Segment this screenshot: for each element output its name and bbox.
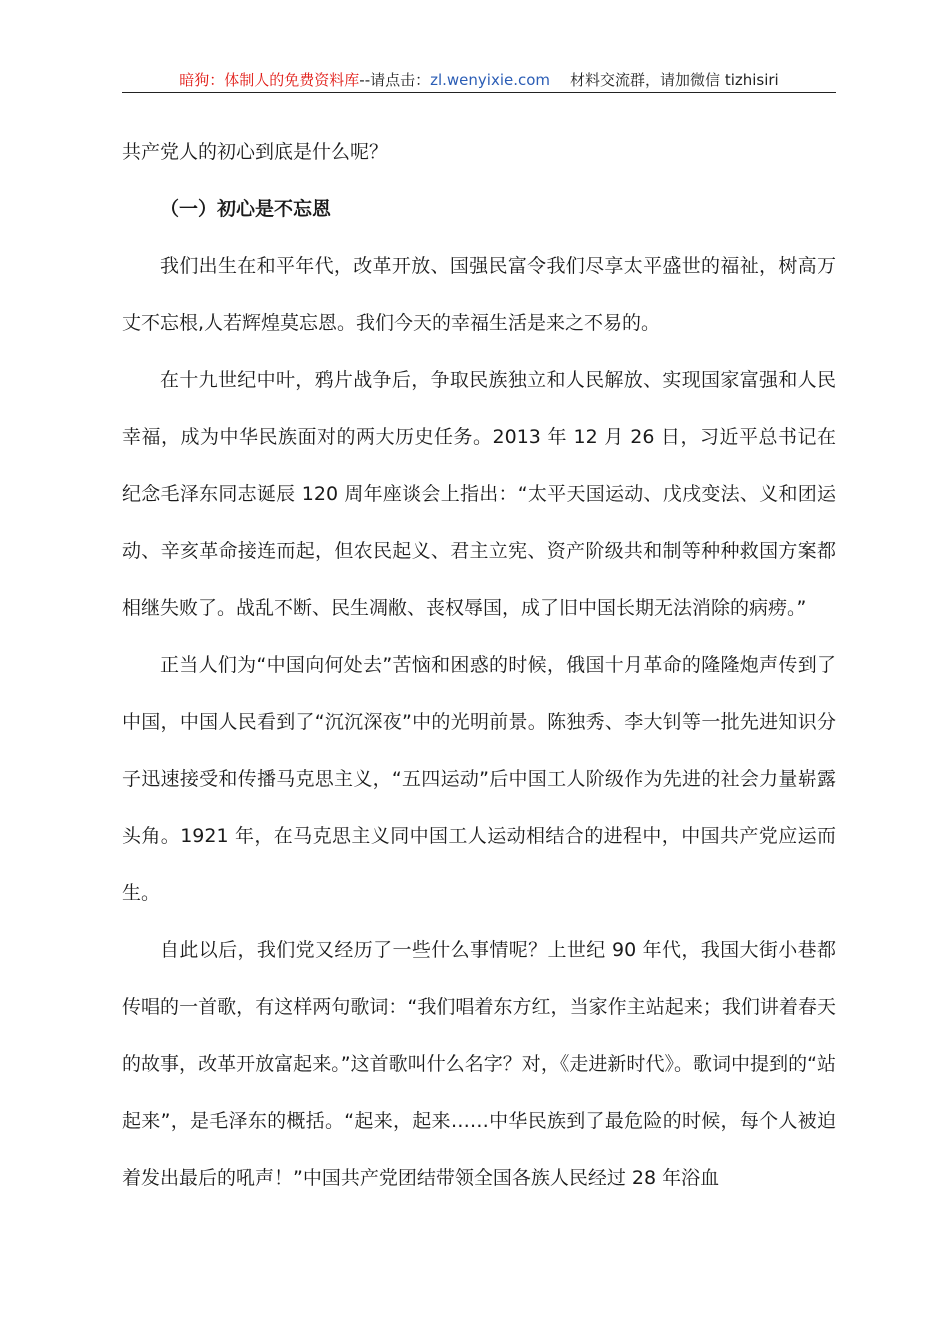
paragraph-2: 在十九世纪中叶，鸦片战争后，争取民族独立和人民解放、实现国家富强和人民幸福，成为中华民族面对的两大历史任务。2013 年 12 月 26 日，习近平总书记在纪念毛泽东同志诞辰 120 周年座谈会上指出：“太平天国运动、戊戌变法、义和团运动、辛亥革命接连而起，但农民起义、君主立宪、资产阶级共和制等种种救国方案都相继失败了。战乱不断、民生凋敝、丧权辱国，成了旧中国长期无法消除的病痨。” <box>122 369 836 619</box>
page-header <box>122 70 836 93</box>
header-click-prefix: --请点击： <box>359 71 431 89</box>
paragraph-3: 正当人们为“中国向何处去”苦恼和困惑的时候，俄国十月革命的隆隆炮声传到了中国，中国人民看到了“沉沉深夜”中的光明前景。陈独秀、李大钊等一批先进知识分子迅速接受和传播马克思主义，“五四运动”后中国工人阶级作为先进的社会力量崭露头角。1921 年，在马克思主义同中国工人运动相结合的进程中，中国共产党应运而生。 <box>122 654 836 904</box>
header-url-link[interactable]: zl.wenyixie.com <box>430 71 551 89</box>
header-wechat-note: 材料交流群，请加微信 tizhisiri <box>570 71 779 89</box>
document-body <box>122 124 836 1207</box>
paragraph-1: 我们出生在和平年代，改革开放、国强民富令我们尽享太平盛世的福祉，树高万丈不忘根,人若辉煌莫忘恩。我们今天的幸福生活是来之不易的。 <box>122 255 836 334</box>
opening-line: 共产党人的初心到底是什么呢？ <box>122 141 389 163</box>
header-site-name: 暗狗：体制人的免费资料库 <box>179 71 360 89</box>
paragraph-4: 自此以后，我们党又经历了一些什么事情呢？上世纪 90 年代，我国大街小巷都传唱的一首歌，有这样两句歌词：“我们唱着东方红，当家作主站起来；我们讲着春天的故事，改革开放富起来。”这首歌叫什么名字？对，《走进新时代》。歌词中提到的“站起来”，是毛泽东的概括。“起来，起来……中华民族到了最危险的时候，每个人被迫着发出最后的吼声！”中国共产党团结带领全国各族人民经过 28 年浴血 <box>122 939 836 1189</box>
section-heading: （一）初心是不忘恩 <box>160 198 332 220</box>
